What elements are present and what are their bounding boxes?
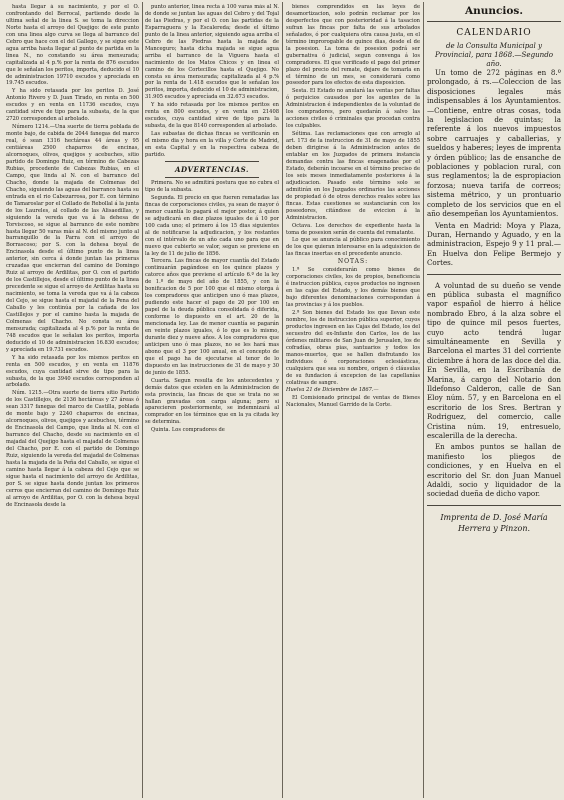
column-1 (6, 4, 139, 796)
paragraph: Cuarta. Segun resulta de los antecedentes y demás datos que existen en la Administracion de esta provincia, las fincas de que se trata no se hallan gravadas con carga alguna; pero si aparecieren posteriormente, se indemnizará al comprador en los términos que en la ya citada ley se determina. (145, 377, 279, 426)
paragraph: Venta en Madrid: Moya y Plaza, Duran, Hernando y Aguado, y en la administracion, Espejo 9 y 11 pral.—En Huelva don Felipe Bermejo y Cortes. (427, 220, 561, 268)
paragraph: Y ha sido retasada por los peritos D. José Antonio Rivero y D. Juan Tirado, en renta en 500 escudos y en venta en 11736 escudos, cuya cantidad sirve de tipo para la subasta, de la que 2720 corresponden al arbolado. (6, 88, 139, 123)
imprint-line: Imprenta de D. José María (440, 512, 548, 522)
column-4 (427, 4, 561, 796)
calendar-subtitle: de la Consulta Municipal y Provincial, para 1868.—Segundo año. (434, 41, 554, 68)
paragraph: Primera. No se admitirá postura que no cubra el tipo de la subasta. (145, 179, 279, 193)
section-divider (427, 505, 561, 506)
paragraph: En ambos puntos se hallan de manifiesto los pliegos de condiciones, y en Huelva en el escritorio del Sr. don Juan Manuel Adaldi, socio y liquidador de la sociedad dueña de dicho vapor. (427, 442, 561, 499)
paragraph: Sesta. El Estado no anulará las ventas por faltas ó perjuicios causados por los agentes de la Administracion é independientes de la voluntad de los compradores, pero quedarán á salvo las acciones civiles ó criminales que procedan contra los culpables. (286, 88, 420, 130)
column-divider (423, 2, 424, 798)
paragraph: 1.ª Se considerarán como bienes de corporaciones civiles, los de propios, beneficencia é instruccion pública, cuyos productos no ingresen en las cajas del Estado, y los demás bienes que bajo diferentes denominaciones correspondan á las provincias y á los pueblos. (286, 267, 420, 309)
paragraph: Segunda. El precio en que fueren rematadas las fincas de corporaciones civiles, ya sean de mayor ó menor cuantía lo pagará el mejor postor, á quien se adjudicará en diez plazos iguales de á 10 por 100 cada uno; el primero á los 15 dias siguientes al de notificarse la adjudicacion, y los restantes con el intérvalo de un año cada uno para que en nuevo que cubierto se valor, segun se previene en la ley de 11 de julio de 1856. (145, 194, 279, 257)
section-divider (165, 161, 259, 162)
paragraph: Lo que se anuncia al público para conocimiento de los que quieran interesarse en la adquisicion de las fincas insertas en el precedente anuncio. (286, 237, 420, 258)
paragraph: Número 1214.—Una suerte de tierra poblada de monte bajo, de cabida de 2044 fanegas del marco real, ó sean 1316 hectáreas 44 áreas y 95 centiáreas 2500 chaparros de encinas, alcornoques, olivos, quejigos y acebuches, sitio partido de Domingo Ruiz, en término de Cabezas Rubias, procedente de Cabezas Rubias, en el Campo, que linda al N. con el barranco del Chacho, donde la majada de Colmenas del Chacho, siguiendo las aguas del barranco hasta su entrada en el rio Cabezarrosa, por E. con término de Tamaroslar por el Collado de Rebollal á la junta de los Laureles, al collado de las Alisaedillas, y siguiendo la vereda que va á la dehesa de Torviscoso, se sigue al barranco de este nombre hasta llegar 50 varas más al N. del mismo junto al barranquillo de la Parra con el arroyo de Borrascoso; por S. con la dehesa boyal de Encinasola desde el último punto de la linea anterior, sin cerca á donde juntan las primeras cruzadas que encierran del camino de Domingo Ruiz al arroyo de Ardilitas, por O. con el partido de los Castillejos, desde el último punto de la linea precedente se sigue el arroyo de Ardilitas hasta su nacimiento, se toma la vereda que va á la cabeza del Cejo, se sigue hasta el majadal de la Pena del Caballo y les continúa por la cañada de los Castillejos y por el camino hasta la majada de Colmenas del Chacho. No consta su área mensurada; capitalizada al 4 p.% por la renta de 748 escudos que le señalan los peritos, importa deducido el 10 de administracion 16.830 escudos; y aprecíada en 19.731 escudos. (6, 124, 139, 353)
paragraph: Y ha sido retasada por los mismos peritos en renta en 800 escudos, y en venta en 21408 escudos, cuya cantidad sirve de tipo para la subasta, de la que 8140 corresponden al arbolado. (145, 102, 279, 130)
paragraph: Tercera. Las fincas de mayor cuantía del Estado continuarán pagándose en los quince plazos y catorce años que previene el artículo 6.º de la ley de 1.º de mayo del año de 1855, y con la bonificacion de 5 por 100 que el mismo otorga á los compradores que anticipen uno ó mas plazos, pudiendo este hacer el pago de 20 por 100 en papel de la deuda pública consolidada ó diferida, conforme lo dispuesto en el art. 20 de la mencionada ley. Las de menor cuantía se pagarán en veinte plazos iguales, ó lo que es lo mismo, durante diez y nueve años. A los compradores que anticipen uno ó mas plazos, no se les hará mas abono que el 3 por 100 anual, en el concepto de que el pago ha de ejecutarse al tenor de lo dispuesto en las instrucciones de 31 de mayo y 30 de junio de 1855. (145, 258, 279, 376)
printer-imprint (427, 512, 561, 534)
anuncios-heading: Anuncios. (427, 4, 561, 22)
column-divider (282, 2, 283, 798)
column-2 (145, 4, 279, 796)
column-3 (286, 4, 420, 796)
imprint-line: Herrera y Pinzon. (457, 523, 531, 533)
paragraph: Las subastas de dichas fincas se verificarán en el mismo dia y hora en la villa y Corte de Madrid, en esta Capital y en la respectiva cabeza de partido. (145, 131, 279, 159)
paragraph: Quinta. Los compradores de (151, 427, 225, 434)
paragraph: Octava. Los derechos de expediente hasta la toma de posesion serán de cuenta del rematante. (286, 222, 420, 236)
calendar-title: CALENDARIO (456, 28, 532, 38)
paragraph: 2.ª Son bienes del Estado los que llevan este nombre, los de instruccion pública superior, cuyos productos ingresen en las Cajas del Estado, los del secuestro del ex-Infante don Carlos, los de las órdenes militares de San Juan de Jerusalen, los de cofradías, obras pias, santuarios y todos los manos-muertos, que se hallen disfrutando los individuos ó corporaciones eclesiásticas, cualquiera que sea su nombre, origen ó cláusulas de su fundacion á excepcion de las capellanías colativas de sangre. (286, 309, 420, 386)
section-divider (165, 177, 259, 178)
signature-body: El Comisionado principal de ventas de Bienes Nacionales, Manuel Garrido de la Corte. (286, 395, 420, 409)
paragraph: bienes comprendidos en las leyes de desamortizacion, solo podrán reclamar por los desperfectos que con posterioridad á la tasacion sufran las fincas por falta de sus arbolados señalados, ó por cualquiera otra causa justa, en el término improrogable de quince dias, desde el de la posesion. La toma de posesion podrá ser gubernativa ó judicial, segun convenga á los compradores. El que verificado el pago del primer plazo del precio del remate, dejare de tomarla en el término de un mes, se considerará como poseedor para los efectos de esta disposicion. (286, 4, 420, 87)
signature-date: Huelva 21 de Diciembre de 1867.— (286, 387, 379, 394)
paragraph: punto anterior, linea recta á 100 varas más al N. de donde se juntan las aguas del Cebro y del Tojal de las Piedras, y por el O. con las partidas de la Esparraguera y la Escalereda; desde el último punto de la linea anterior, siguiendo agua arriba el Cebro de las Piedras hasta la majada de Manceguro; hasta dicha majada se sigue agua arriba el barranco de la Viguera hasta el nacimiento de los Matos Chicos y en linea el camino de los Cortecillos hasta el Quejigo. No consta su área mensurada; capitalizada al 4 p.% por la renta de 1.418 escudos que le señalan los peritos, importa, deducido el 10 de administracion, 31.905 escudos y aprecíada en 32.673 escudos. (145, 4, 279, 101)
paragraph: Un tomo de 272 páginas en 8.º prolongado, á rs.—Coleccion de las disposiciones legales más indispensables á los Ayuntamientos.—Contiene, entre otras cosas, toda la legislacion de quintas; la referente á los nuevos impuestos sobre carruajes y caballerias, y sueldos y haberes; leyes de imprenta y órden público; las de ensanche de poblaciones y poblacion rural, con sus reglamentos; la de espropiacion forzosa; nueva tarifa de correos; sistema métrico, y un prontuario completo de los servicios que en el año desempeñan los Ayuntamientos. (427, 68, 561, 219)
paragraph: Núm. 1215.—Otra suerte de tierra sitio Partido de los Castillejos, de 2136 hectáreas y 27 áreas ó sean 3317 fanegas del marco de Castilla, poblada de monte bajo y 2240 chaparros de encinas, alcornoques, olivos, quejigos y acebuches, término de Encinasola del Campo, que linda al N. con el barranco del Chacho, desde su nacimiento en el majadal del Quejigo hasta el majadal de Colmenas del Chacho, por E. con el partido de Domingo Ruiz, siguiendo la vereda del majadal de Colmenas hasta la majada de la Peña del Caballo, se sigue el camino hasta llegar á la cabeza del Cejo que se sigue hasta el nacimiento del arroyo de Ardilitas, por S. se sigue hasta donde juntan los primeros cerros que encierran del camino de Domingo Ruiz al arroyo de Ardilitas, por O. con la dehesa boyal de Encinasola desde la (6, 390, 139, 508)
paragraph: Sétima. Las reclamaciones que con arreglo al art. 173 de la instruccion de 31 de mayo de 1855 deben dirigirse á la Administracion antes de entablar en los Juzgados de primera instancia demandas contra las fincas enagenadas por el Estado, deberán incoarse en el término preciso de los seis meses inmediatamente posteriores á la adjudicacion. Pasado este término solo se admitirán en los Juzgados ordinarios las acciones de propiedad ó de otros derechos reales sobre las fincas. Estas cuestiones se sustanciarán con los poseedores, citándose de eviccion á la Administracion. (286, 131, 420, 221)
paragraph: Y ha sido retasada por los mismos peritos en renta en 500 escudos, y en venta en 11876 escudos, cuya cantidad sirve de tipo para la subasta, de la que 3940 escudos corresponden al arbolado. (6, 354, 139, 389)
section-divider (427, 274, 561, 275)
column-divider (142, 2, 143, 798)
notas-heading: NOTAS: (337, 258, 369, 266)
advertencias-heading: ADVERTENCIAS. (174, 164, 250, 174)
paragraph: hasta llegar á su nacimiento, y por el O. confrontando del Berrocal, partiendo desde la ultima señal de la linea S. se toma la direccion Norte hasta el arroyo del Quejigo: de este punto con una linea algo curva se llega al barranco del Cebro que hace con el del Gallego, y se sigue este agua arriba hasta llegar al punto de partida en la linea N., no constando su área mensurada; capitalizada al 4 p.% por la renta de 876 escudos que le señalan los peritos, importa, deducido el 10 de administracion 19710 escudos y aprecíada en 19.745 escudos. (6, 4, 139, 87)
paragraph: A voluntad de su dueño se vende en pública subasta el magnífico vapor español de hierro á hélice nombrado Ebro, á la alza sobre el tipo de quince mil pesos fuertes, cuyo acto tendrá lugar simultáneamente en Sevilla y Barcelona el martes 31 del corriente diciembre á hora de las doce del dia. En Sevilla, en la Escribanía de Marina, á cargo del Notario don Ildefonso Calderon, calle de San Eloy núm. 57, y en Barcelona en el escritorio de los Sres. Bertran y Rodriguez, del comercio, calle Cristina núm. 19, entresuelo, escalerilla de la derecha. (427, 280, 561, 441)
